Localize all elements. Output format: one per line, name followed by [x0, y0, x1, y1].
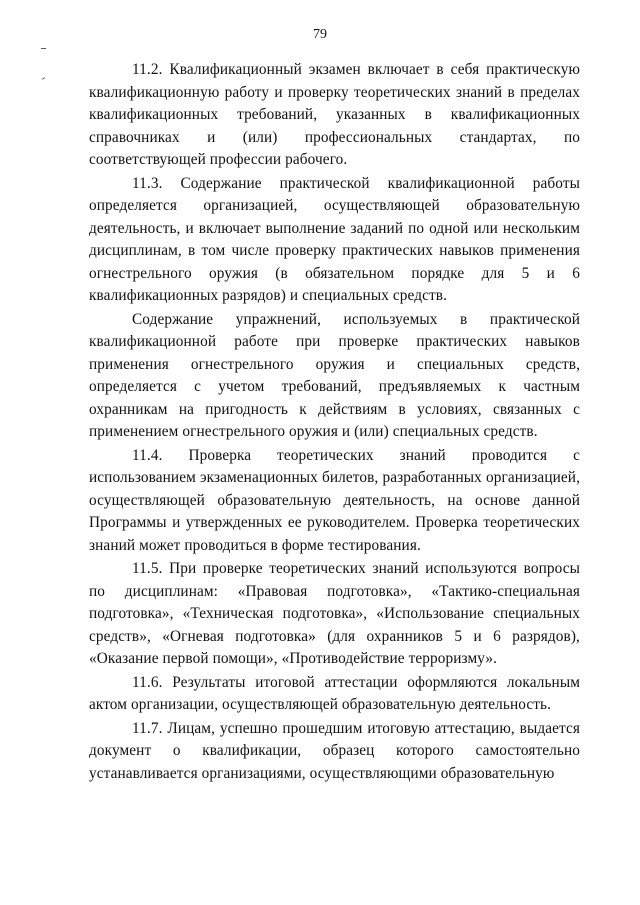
paragraph-11-3: 11.3. Содержание практической квалификационной работы определяется организацией, осуществляющей образовательную деятельность, и включает выполнение заданий по одной или нескольким дисциплинам, в том числе проверку практических навыков применения огнестрельного оружия (в обязательном порядке для 5 и 6 квалификационных разрядов) и специальных средств. — [89, 174, 580, 304]
paragraph-11-5: 11.5. При проверке теоретических знаний используются вопросы по дисциплинам: «Правовая подготовка», «Тактико-специальная подготовка», «Техническая подготовка», «Использование специальных средств», «Огневая подготовка» (для охранников 5 и 6 разрядов), «Оказание первой помощи», «Противодействие терроризму». — [89, 560, 580, 667]
page-number: 79 — [313, 27, 327, 42]
document-body — [89, 59, 580, 786]
scan-mark — [41, 48, 46, 49]
paragraph-11-7: 11.7. Лицам, успешно прошедшим итоговую аттестацию, выдается документ о квалификации, образец которого самостоятельно устанавливается организациями, осуществляющими образовательную — [89, 719, 580, 782]
paragraph-11-4: 11.4. Проверка теоретических знаний проводится с использованием экзаменационных билетов, разработанных организацией, осуществляющей образовательную деятельность, на основе данной Программы и утвержденных ее руководителем. Проверка теоретических знаний может проводиться в форме тестирования. — [89, 446, 580, 554]
scan-mark — [42, 77, 45, 80]
paragraph-11-2: 11.2. Квалификационный экзамен включает в себя практическую квалификационную работу и проверку теоретических знаний в пределах квалификационных требований, указанных в квалификационных справочниках и (или) профессиональных стандартах, по соответствующей профессии рабочего. — [89, 61, 580, 168]
paragraph-11-6: 11.6. Результаты итоговой аттестации оформляются локальным актом организации, осуществляющей образовательную деятельность. — [89, 673, 580, 713]
paragraph-exercises-content: Содержание упражнений, используемых в практической квалификационной работе при проверке практических навыков применения огнестрельного оружия и специальных средств, определяется с учетом требований, предъявляемых к частным охранникам на пригодность к действиям в условиях, связанных с применением огнестрельного оружия и (или) специальных средств. — [89, 310, 580, 440]
